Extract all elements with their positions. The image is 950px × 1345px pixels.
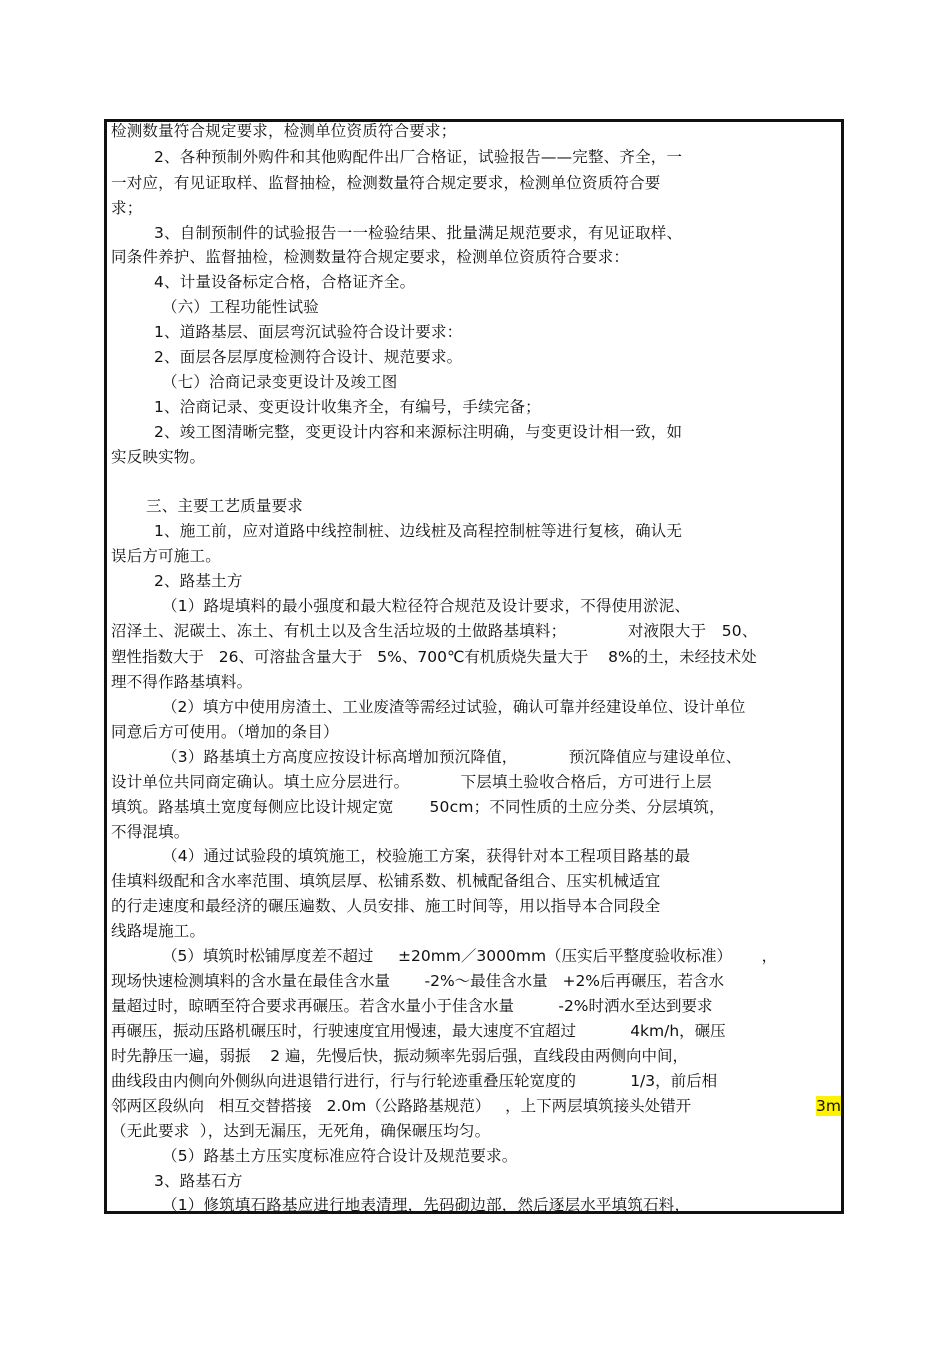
text-line: 3、自制预制件的试验报告一一检验结果、批量满足规范要求，有见证取样、 [154,224,683,242]
text-line-segment: 邻两区段纵向 相互交替搭接 2.0m（公路路基规范） ，上下两层填筑接头处错开 [111,1097,721,1115]
section-heading: 三、主要工艺质量要求 [146,497,304,515]
text-line: 误后方可施工。 [111,547,221,565]
text-line: 1、施工前，应对道路中线控制桩、边线桩及高程控制桩等进行复核，确认无 [154,522,683,540]
section-heading: （七）洽商记录变更设计及竣工图 [162,373,398,391]
text-line: 1、道路基层、面层弯沉试验符合设计要求： [154,323,463,341]
text-line: 一对应，有见证取样、监督抽检，检测数量符合规定要求，检测单位资质符合要 [111,174,661,192]
text-line: 求； [111,199,143,217]
text-line: 佳填料级配和含水率范围、填筑层厚、松铺系数、机械配备组合、压实机械适宜 [111,872,661,890]
text-line: （5）填筑时松铺厚度差不超过 ±20mm／3000mm（压实后平整度验收标准） ， [162,947,778,965]
highlighted-text: 3m [816,1097,841,1115]
text-line: 量超过时，晾晒至符合要求再碾压。若含水量小于佳含水量 -2%时洒水至达到要求 [111,997,713,1015]
text-line: 沼泽土、泥碳土、冻土、有机土以及含生活垃圾的土做路基填料； 对液限大于 50、 [111,622,758,640]
text-line: 2、面层各层厚度检测符合设计、规范要求。 [154,348,463,366]
section-heading: （六）工程功能性试验 [162,298,320,316]
text-line: 时先静压一遍，弱振 2 遍，先慢后快，振动频率先弱后强，直线段由两侧向中间， [111,1047,688,1065]
text-line: 同条件养护、监督抽检，检测数量符合规定要求，检测单位资质符合要求： [111,248,630,266]
text-line: 曲线段由内侧向外侧纵向进退错行进行，行与行轮迹重叠压轮宽度的 1/3，前后相 [111,1072,718,1090]
text-line: 不得混填。 [111,823,190,841]
text-line: （1）修筑填石路基应进行地表清理，先码砌边部，然后逐层水平填筑石料， [162,1196,691,1214]
text-line: 现场快速检测填料的含水量在最佳含水量 -2%～最佳含水量 +2%后再碾压，若含水 [111,972,725,990]
text-line: 再碾压，振动压路机碾压时，行驶速度宜用慢速，最大速度不宜超过 4km/h，碾压 [111,1022,726,1040]
text-line: 线路堤施工。 [111,922,206,940]
text-line: 理不得作路基填料。 [111,673,253,691]
text-line: 2、各种预制外购件和其他购配件出厂合格证，试验报告——完整、齐全，一 [154,148,683,166]
text-line: 填筑。路基填土宽度每侧应比设计规定宽 50cm；不同性质的土应分类、分层填筑， [111,798,725,816]
text-line: 塑性指数大于 26、可溶盐含量大于 5%、700℃有机质烧失量大于 8%的土，未经技术处 [111,648,757,666]
text-line: （4）通过试验段的填筑施工，校验施工方案，获得针对本工程项目路基的最 [162,847,691,865]
text-line [111,1096,841,1116]
text-line: 检测数量符合规定要求，检测单位资质符合要求； [111,122,457,140]
text-line: （无此要求 ），达到无漏压，无死角，确保碾压均匀。 [111,1122,491,1140]
text-line: 1、洽商记录、变更设计收集齐全，有编号，手续完备； [154,398,541,416]
text-line: 实反映实物。 [111,448,206,466]
text-line: 同意后方可使用。（增加的条目） [111,723,339,741]
text-line: 的行走速度和最经济的碾压遍数、人员安排、施工时间等，用以指导本合同段全 [111,897,661,915]
section-heading: 3、路基石方 [154,1172,243,1190]
text-line: （1）路堤填料的最小强度和最大粒径符合规范及设计要求，不得使用淤泥、 [162,597,691,615]
text-line: （5）路基土方压实度标准应符合设计及规范要求。 [162,1147,518,1165]
text-line: （2）填方中使用房渣土、工业废渣等需经过试验，确认可靠并经建设单位、设计单位 [162,698,746,716]
text-line: 4、计量设备标定合格，合格证齐全。 [154,273,416,291]
text-line: 2、竣工图清晰完整，变更设计内容和来源标注明确，与变更设计相一致，如 [154,423,683,441]
section-heading: 2、路基土方 [154,572,243,590]
text-line: 设计单位共同商定确认。填土应分层进行。 下层填土验收合格后，方可进行上层 [111,773,712,791]
text-line: （3）路基填土方高度应按设计标高增加预沉降值， 预沉降值应与建设单位、 [162,748,742,766]
